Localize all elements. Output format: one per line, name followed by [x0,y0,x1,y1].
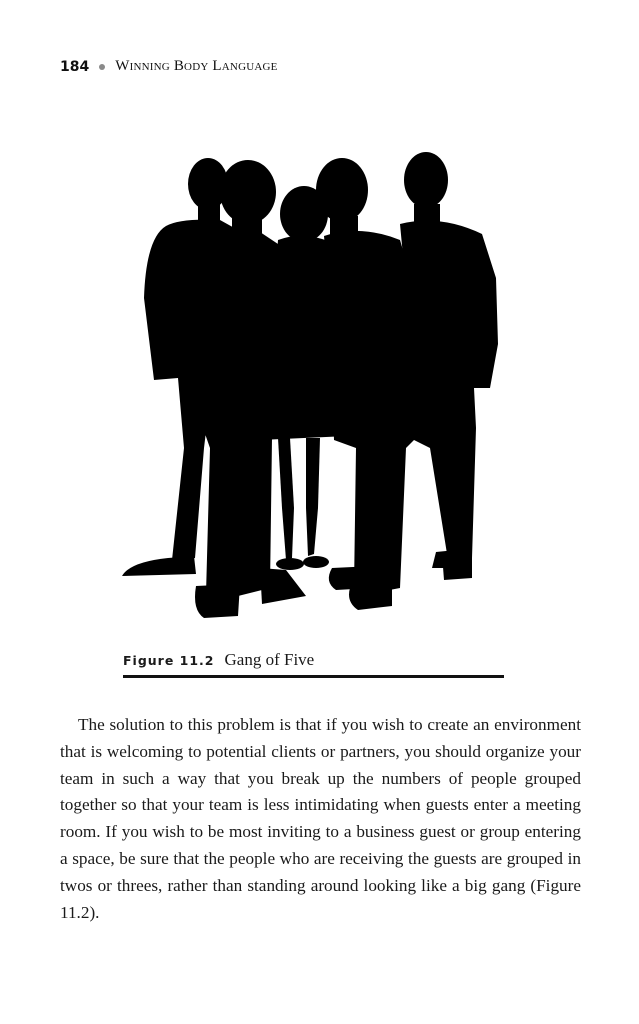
body-paragraph: The solution to this problem is that if you wish to create an environment that is welcoming to potential clients or partners, you should organize your team in such a way that you break up the numbers of people grouped together so that your team is less intimidating when guests enter a meeting room. If you wish to be most inviting to a business guest or group entering a space, be sure that the people who are receiving the guests are grouped in twos or threes, rather than standing around looking like a big gang (Figure 11.2). [60,715,581,922]
caption-rule [123,675,504,678]
book-title: Winning Body Language [115,58,278,74]
silhouette-person-5 [400,152,498,580]
figure-title: Gang of Five [224,650,315,669]
bullet-separator-icon [99,64,105,70]
figure-label: Figure 11.2 [123,653,215,668]
page-number: 184 [60,58,90,75]
figure-silhouette-image [110,148,510,628]
figure-caption [123,650,503,670]
running-head [60,58,278,75]
